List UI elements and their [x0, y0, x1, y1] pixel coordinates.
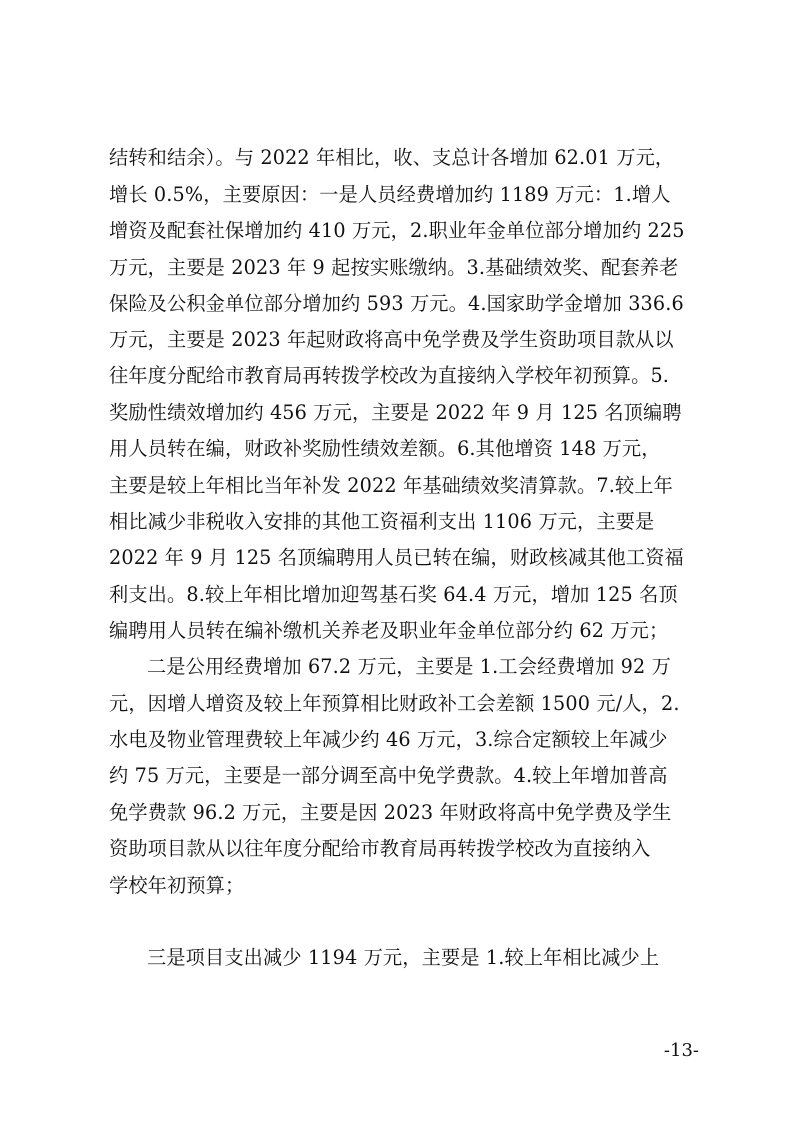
body-text-line: 免学费款 96.2 万元，主要是因 2023 年财政将高中免学费及学生: [109, 801, 672, 824]
body-text-line: 增资及配套社保增加约 410 万元，2.职业年金单位部分增加约 225: [109, 219, 685, 242]
body-text-line: 编聘用人员转在编补缴机关养老及职业年金单位部分约 62 万元；: [109, 619, 669, 642]
body-text-line: 奖励性绩效增加约 456 万元，主要是 2022 年 9 月 125 名顶编聘: [109, 401, 682, 424]
body-text-line: 相比减少非税收入安排的其他工资福利支出 1106 万元，主要是: [109, 510, 655, 533]
body-text-line: 结转和结余）。与 2022 年相比，收、支总计各增加 62.01 万元，: [109, 146, 675, 169]
body-text-line: 万元，主要是 2023 年起财政将高中免学费及学生资助项目款从以: [109, 328, 674, 351]
body-text-line: 二是公用经费增加 67.2 万元，主要是 1.工会经费增加 92 万: [147, 655, 671, 678]
body-text-line: 利支出。8.较上年相比增加迎驾基石奖 64.4 万元，增加 125 名顶: [109, 583, 678, 606]
page-number: -13-: [663, 1040, 699, 1061]
body-text-line: 用人员转在编，财政补奖励性绩效差额。6.其他增资 148 万元，: [109, 437, 661, 460]
body-text-line: 水电及物业管理费较上年减少约 46 万元，3.综合定额较上年减少: [109, 728, 668, 751]
body-text-line: 资助项目款从以往年度分配给市教育局再转拨学校改为直接纳入: [109, 837, 651, 860]
body-text-line: 学校年初预算；: [109, 874, 245, 897]
body-text-line: 往年度分配给市教育局再转拨学校改为直接纳入学校年初预算。5.: [109, 364, 670, 387]
body-text-line: 万元，主要是 2023 年 9 起按实账缴纳。3.基础绩效奖、配套养老: [109, 256, 679, 279]
body-text-line: 2022 年 9 月 125 名顶编聘用人员已转在编，财政核减其他工资福: [109, 546, 684, 569]
body-text-line: 主要是较上年相比当年补发 2022 年基础绩效奖清算款。7.较上年: [109, 474, 673, 497]
body-text-line: 增长 0.5%，主要原因：一是人员经费增加约 1189 万元：1.增人: [109, 183, 671, 206]
body-text-line: 保险及公积金单位部分增加约 593 万元。4.国家助学金增加 336.6: [109, 292, 684, 315]
body-text-line: 约 75 万元，主要是一部分调至高中免学费款。4.较上年增加普高: [109, 764, 668, 787]
body-text-line: 元，因增人增资及较上年预算相比财政补工会差额 1500 元/人，2.: [109, 692, 680, 715]
body-text-line: 三是项目支出减少 1194 万元，主要是 1.较上年相比减少上: [147, 946, 660, 969]
